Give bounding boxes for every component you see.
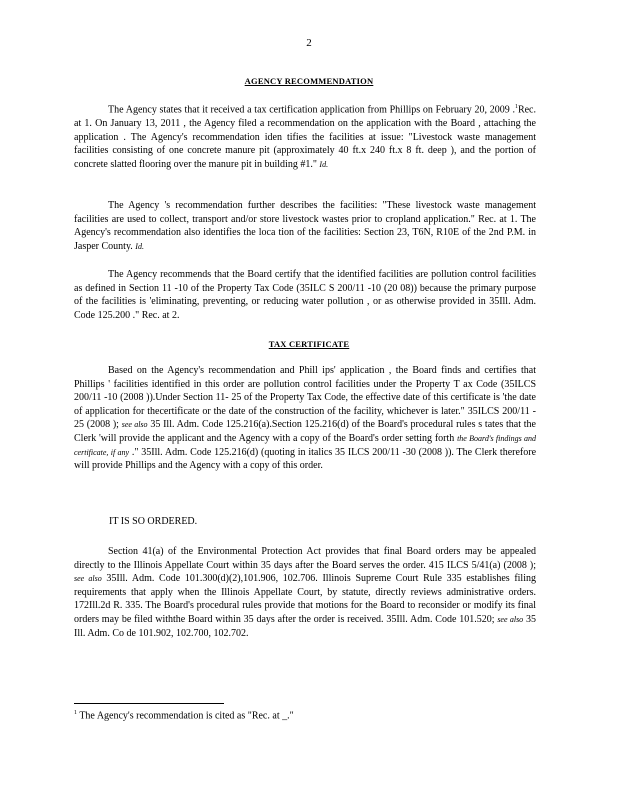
footnote-marker: 1 bbox=[74, 710, 77, 716]
paragraph-board-finds: Based on the Agency's recommendation and Phill ips' application , the Board finds and certifies that Phillips ' facilities identified in this order are pollution control facilities under the Property T ax Code (35ILCS 200/11 -10 (2008 )).Under Section 11- 25 of the Property Tax Code, the effective date of this certificate is 'the date of application for thecertificate or the date of the construction of the facility, whichever is later." 35ILCS 200/11 - 25 (2008 ); see also 35 Ill. Adm. Code 125.216(a).Section 125.216(d) of the Board's procedural rules s tates that the Clerk 'will provide the applicant and the Agency with a copy of the Board's order setting forth the Board's findings and certificate, if any ." 35Ill. Adm. Code 125.216(d) (quoting in italics 35 ILCS 200/11 -30 (2008 )). The Clerk therefore will provide Phillips and the Agency with a copy of this order. bbox=[74, 365, 537, 472]
footnote-divider bbox=[74, 703, 224, 704]
footnote-ref: 1 bbox=[514, 104, 518, 110]
footnote bbox=[74, 710, 294, 721]
paragraph-agency-recommends: The Agency recommends that the Board certify that the identified facilities are pollution control facilities as defined in Section 11 -10 of the Property Tax Code (35ILC S 200/11 -10 (20 08)) because the primary purpose of the facilities is 'eliminating, preventing, or reducing water pollution , or as otherwise provided in 35Ill. Adm. Code 125.200 ." Rec. at 2. bbox=[74, 269, 536, 321]
it-is-so-ordered: IT IS SO ORDERED. bbox=[109, 516, 198, 527]
paragraph-appeal-rights: Section 41(a) of the Environmental Protection Act provides that final Board orders may be appealed directly to the Illinois Appellate Court within 35 days after the Board serves the order. 415 ILCS 5/41(a) (2008 ); see also 35Ill. Adm. Code 101.300(d)(2),101.906, 102.706. Illinois Supreme Court Rule 335 establishes filing requirements that apply when the Illinois Appellate Court, by statute, directly reviews administrative orders. 172Ill.2d R. 335. The Board's procedural rules provide that motions for the Board to reconsider or modify its final orders may be filed withthe Board within 35 days after the order is received. 35Ill. Adm. Code 101.520; see also 35 Ill. Adm. Co de 101.902, 102.700, 102.702. bbox=[74, 546, 536, 639]
footnote-text: The Agency's recommendation is cited as "Rec. at _." bbox=[79, 710, 294, 722]
heading-tax-certificate: TAX CERTIFICATE bbox=[268, 339, 350, 349]
heading-agency-recommendation: AGENCY RECOMMENDATION bbox=[244, 76, 374, 86]
page-number: 2 bbox=[306, 37, 312, 49]
paragraph-agency-states: The Agency states that it received a tax certification application from Phillips on February 20, 2009 .$^1$Rec. at 1. On January 13, 2011 , the Agency filed a recommendation on the application with the Board , attaching the application . The Agency's recommendation iden tifies the facilities at issue: "Livestock waste management facilities consisting of one concrete manure pit (approximately 40 ft.x 240 ft.x 8 ft. deep ), and the portion of concrete slatted flooring over the manure pit in building #1." Id. bbox=[74, 104, 536, 170]
paragraph-facilities-description: The Agency 's recommendation further describes the facilities: "These livestock waste management facilities are used to collect, transport and/or store livestock wastes prior to cropland application." Rec. at 1. The Agency's recommendation also identifies the loca tion of the facilities: Section 23, T6N, R10E of the 2nd P.M. in Jasper County. Id. bbox=[74, 200, 536, 252]
